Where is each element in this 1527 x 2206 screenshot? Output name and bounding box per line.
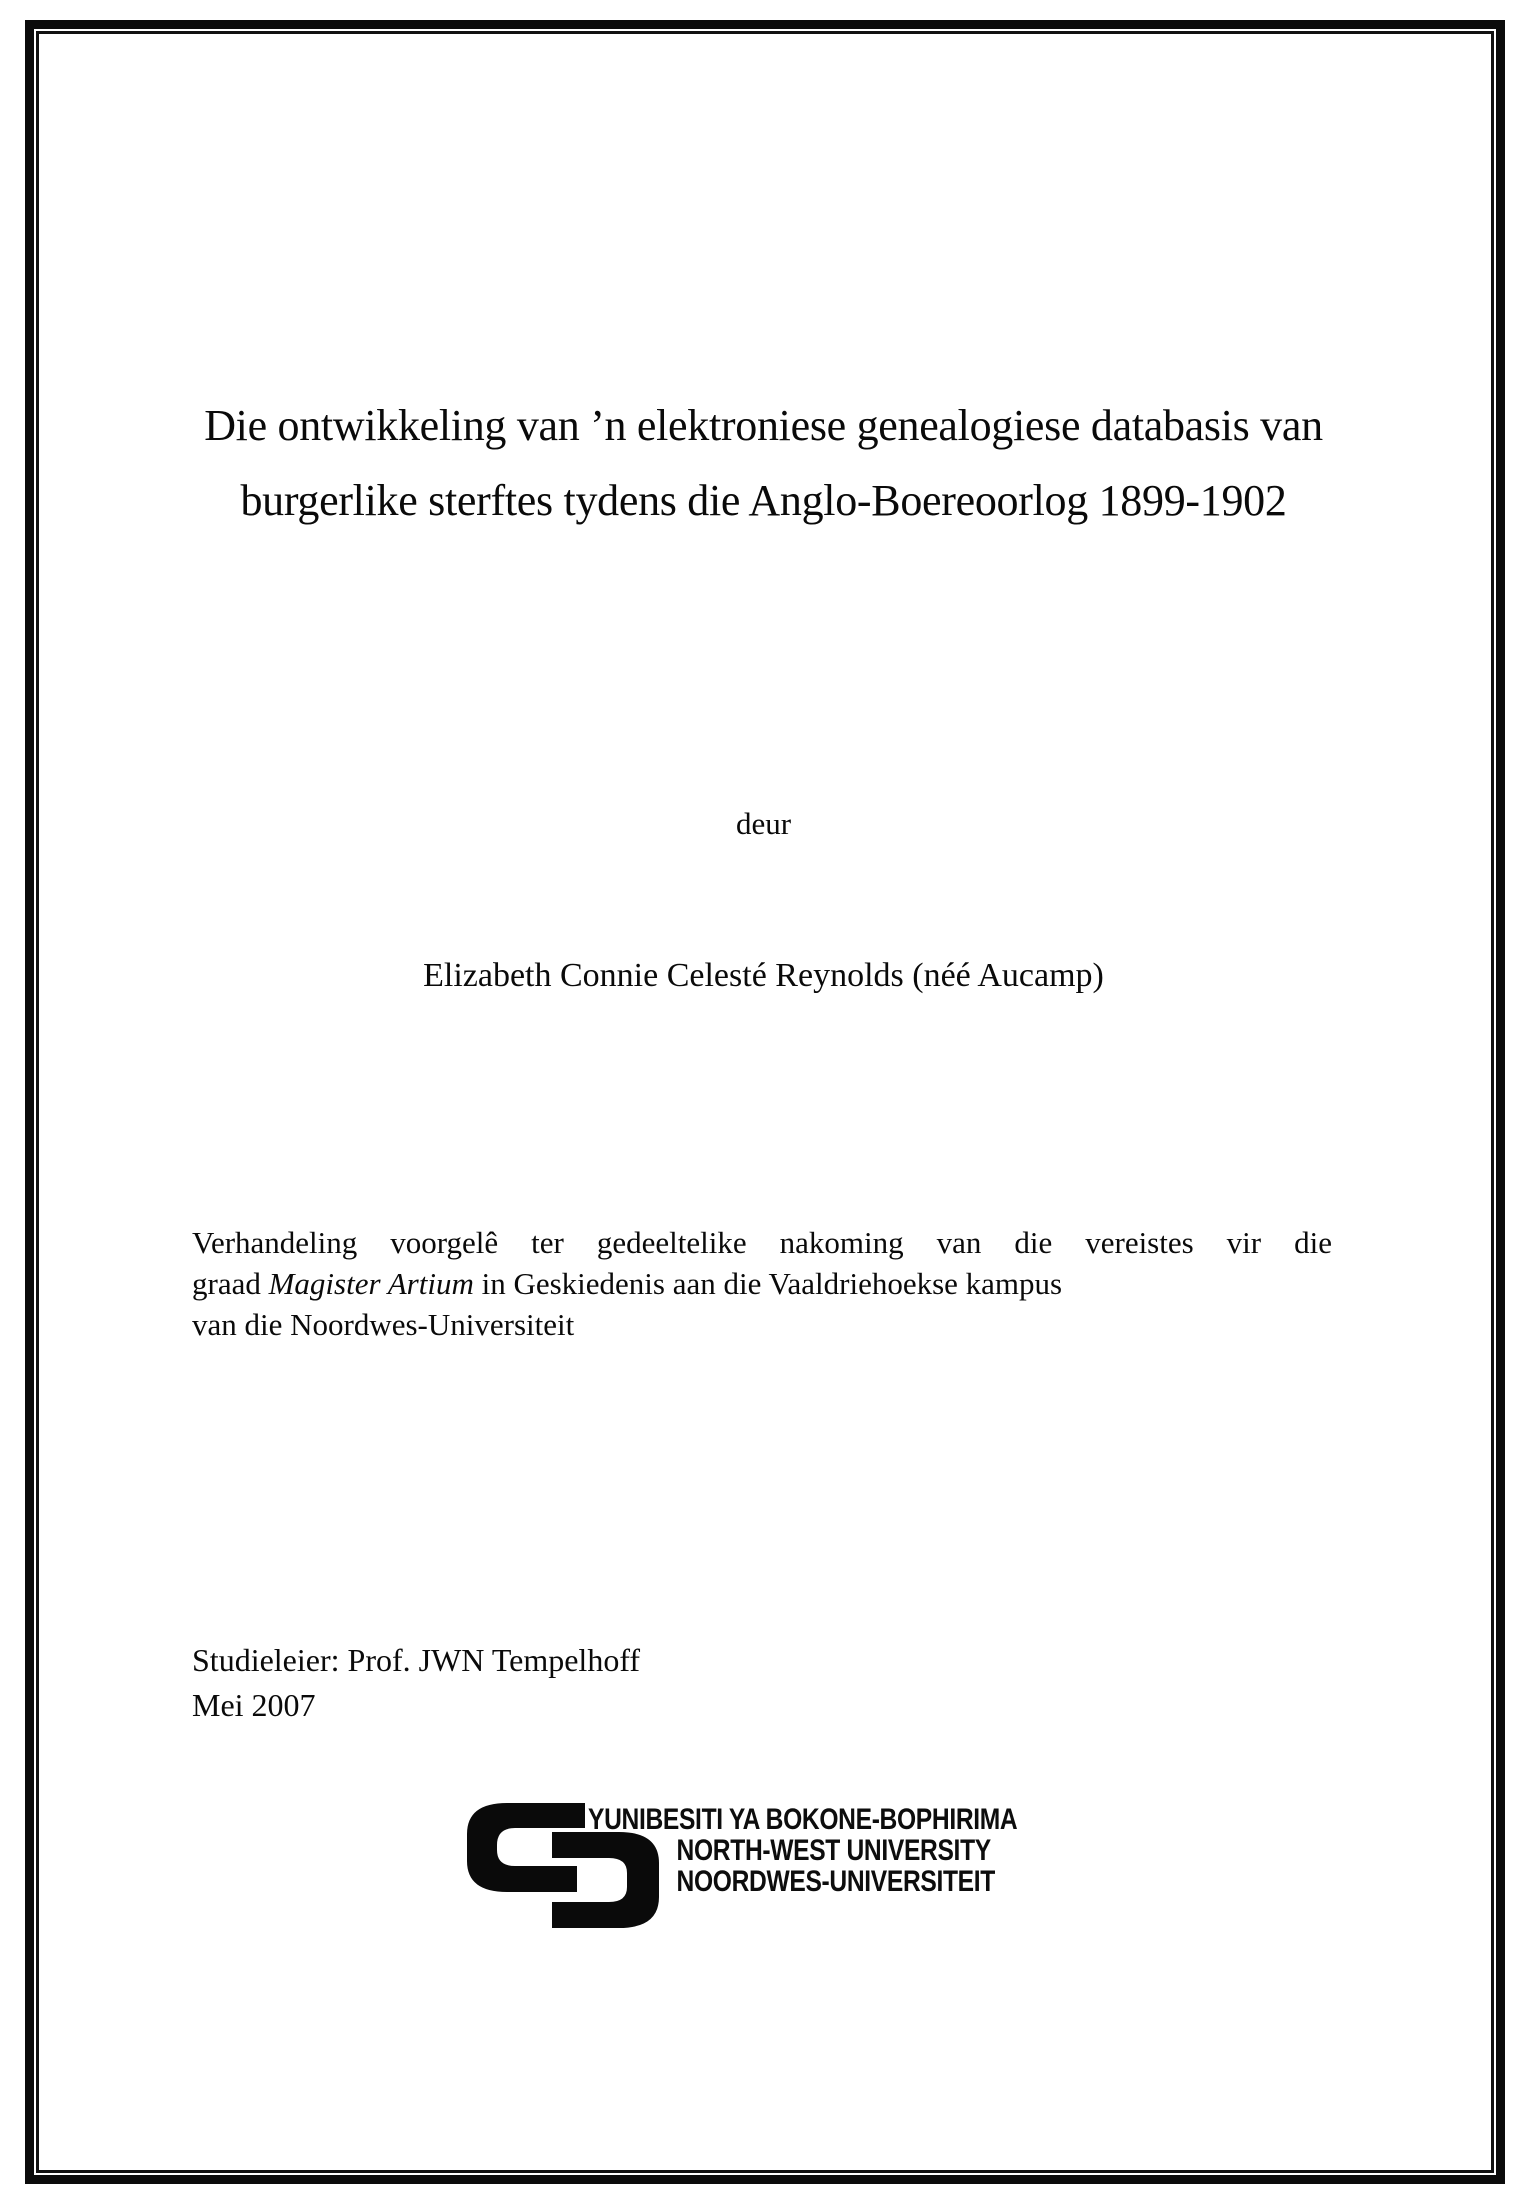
thesis-title: [110, 388, 1417, 538]
degree-name-italic: Magister Artium: [268, 1266, 474, 1301]
degree-statement: [192, 1222, 1332, 1345]
author-name: Elizabeth Connie Celesté Reynolds (néé Aucamp): [423, 957, 1104, 994]
logo-line-setswana: YUNIBESITI YA BOKONE-BOPHIRIMA: [588, 1803, 1018, 1836]
thesis-title-line1: Die ontwikkeling van ’n elektroniese genealogiese databasis van: [204, 401, 1323, 450]
logo-line-afrikaans: NOORDWES-UNIVERSITEIT: [676, 1865, 995, 1898]
date-line: Mei 2007: [192, 1687, 316, 1723]
degree-statement-line3: van die Noordwes-Universiteit: [192, 1307, 575, 1342]
supervisor-line: Studieleier: Prof. JWN Tempelhoff: [192, 1642, 641, 1678]
degree-statement-line1: Verhandeling voorgelê ter gedeeltelike nakoming van die vereistes vir die: [192, 1225, 1332, 1260]
logo-line-english: NORTH-WEST UNIVERSITY: [676, 1834, 991, 1867]
thesis-title-line2: burgerlike sterftes tydens die Anglo-Boereoorlog 1899-1902: [240, 476, 1287, 525]
university-logo-text: [588, 1804, 1017, 1897]
degree-statement-line2: graad Magister Artium in Geskiedenis aan die Vaaldriehoekse kampus: [192, 1266, 1063, 1301]
university-logo: [463, 1800, 1063, 1930]
byline: deur: [735, 806, 792, 841]
supervisor-block: [192, 1638, 640, 1728]
